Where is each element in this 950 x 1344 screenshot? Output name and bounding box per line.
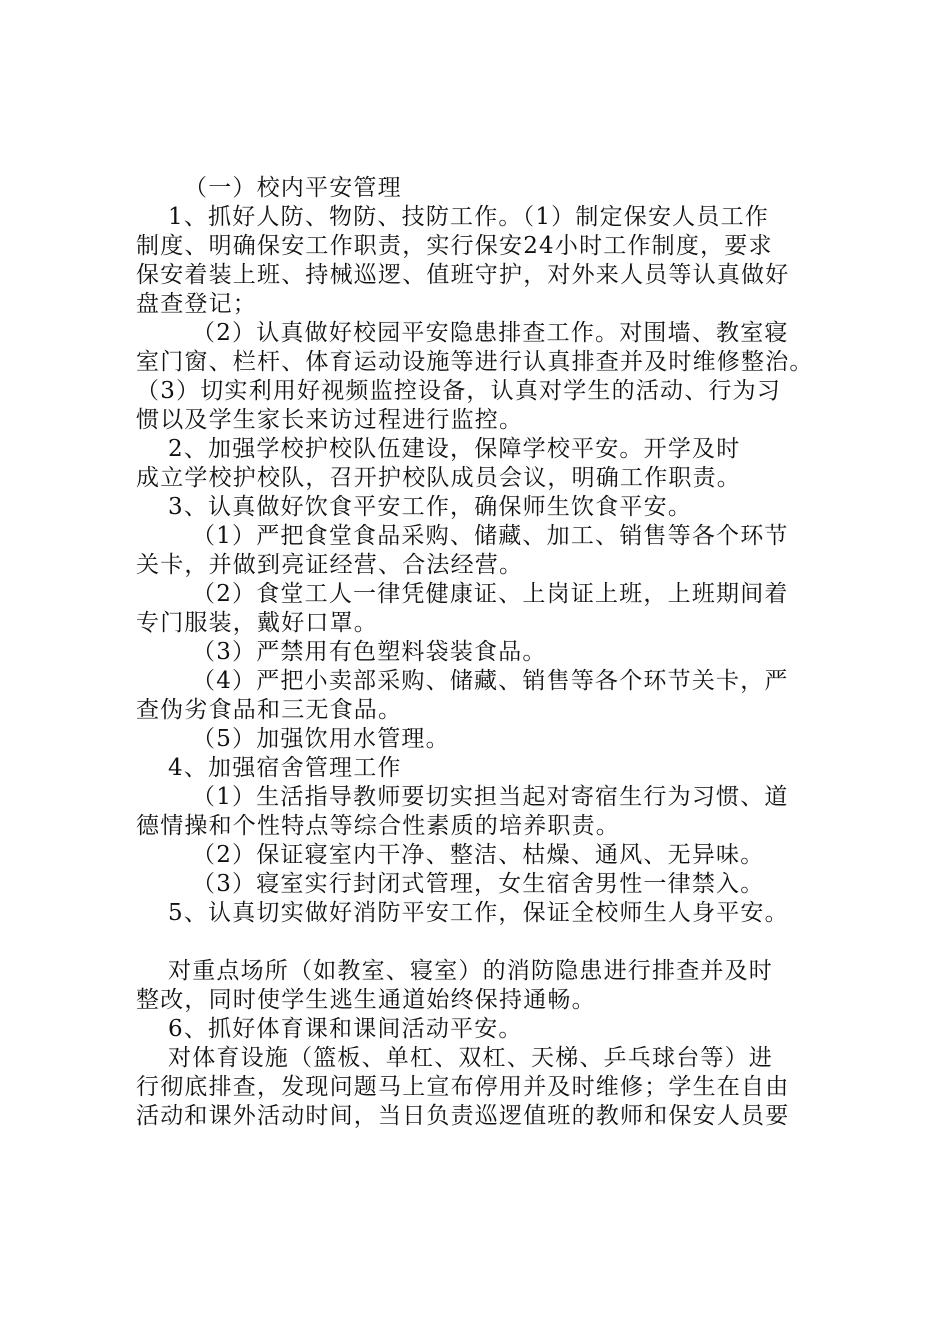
- blank-line: [136, 928, 836, 957]
- paragraph-line: （5）加强饮用水管理。: [192, 726, 450, 752]
- paragraph-line: 查伪劣食品和三无食品。: [136, 697, 403, 723]
- paragraph-line: 对重点场所（如教室、寝室）的消防隐患进行排查并及时: [168, 958, 773, 984]
- paragraph-line: 行彻底排查，发现问题马上宣布停用并及时维修；学生在自由: [136, 1074, 790, 1100]
- paragraph-line: 2、加强学校护校队伍建设，保障学校平安。开学及时: [168, 436, 741, 462]
- paragraph-line: （3）切实利用好视频监控设备，认真对学生的活动、行为习: [136, 378, 782, 404]
- paragraph-line: 1、抓好人防、物防、技防工作。（1）制定保安人员工作: [168, 204, 769, 230]
- section-heading: （一）校内平安管理: [184, 175, 402, 201]
- paragraph-line: （3）严禁用有色塑料袋装食品。: [192, 639, 547, 665]
- paragraph-line: 5、认真切实做好消防平安工作，保证全校师生人身平安。: [168, 900, 789, 926]
- paragraph-line: 制度、明确保安工作职责，实行保安24小时工作制度，要求: [136, 233, 773, 259]
- paragraph-line: 盘查登记；: [136, 291, 257, 317]
- paragraph-line: （3）寝室实行封闭式管理，女生宿舍男性一律禁入。: [192, 871, 765, 897]
- document-body: [136, 174, 836, 1131]
- paragraph-line: （4）严把小卖部采购、储藏、销售等各个环节关卡，严: [192, 668, 789, 694]
- paragraph-line: 保安着装上班、持械巡逻、值班守护，对外来人员等认真做好: [136, 262, 790, 288]
- paragraph-line: 4、加强宿舍管理工作: [168, 755, 402, 781]
- paragraph-line: 活动和课外活动时间，当日负责巡逻值班的教师和保安人员要: [136, 1103, 790, 1129]
- paragraph-line: 德情操和个性特点等综合性素质的培养职责。: [136, 813, 620, 839]
- paragraph-line: 惯以及学生家长来访过程进行监控。: [136, 407, 524, 433]
- paragraph-line: 3、认真做好饮食平安工作，确保师生饮食平安。: [168, 494, 693, 520]
- paragraph-line: 整改，同时使学生逃生通道始终保持通畅。: [136, 987, 596, 1013]
- paragraph-line: 成立学校护校队，召开护校队成员会议，明确工作职责。: [136, 465, 741, 491]
- paragraph-line: （2）认真做好校园平安隐患排查工作。对围墙、教室寝: [192, 320, 789, 346]
- paragraph-line: 对体育设施（篮板、单杠、双杠、天梯、乒乓球台等）进: [168, 1045, 773, 1071]
- paragraph-line: （2）保证寝室内干净、整洁、枯燥、通风、无异味。: [192, 842, 765, 868]
- paragraph-line: （2）食堂工人一律凭健康证、上岗证上班，上班期间着: [192, 581, 789, 607]
- paragraph-line: 专门服装，戴好口罩。: [136, 610, 378, 636]
- paragraph-line: （1）生活指导教师要切实担当起对寄宿生行为习惯、道: [192, 784, 789, 810]
- paragraph-line: 6、抓好体育课和课间活动平安。: [168, 1016, 523, 1042]
- paragraph-line: 室门窗、栏杆、体育运动设施等进行认真排查并及时维修整治。: [136, 349, 814, 375]
- paragraph-line: （1）严把食堂食品采购、储藏、加工、销售等各个环节: [192, 523, 789, 549]
- paragraph-line: 关卡，并做到亮证经营、合法经营。: [136, 552, 524, 578]
